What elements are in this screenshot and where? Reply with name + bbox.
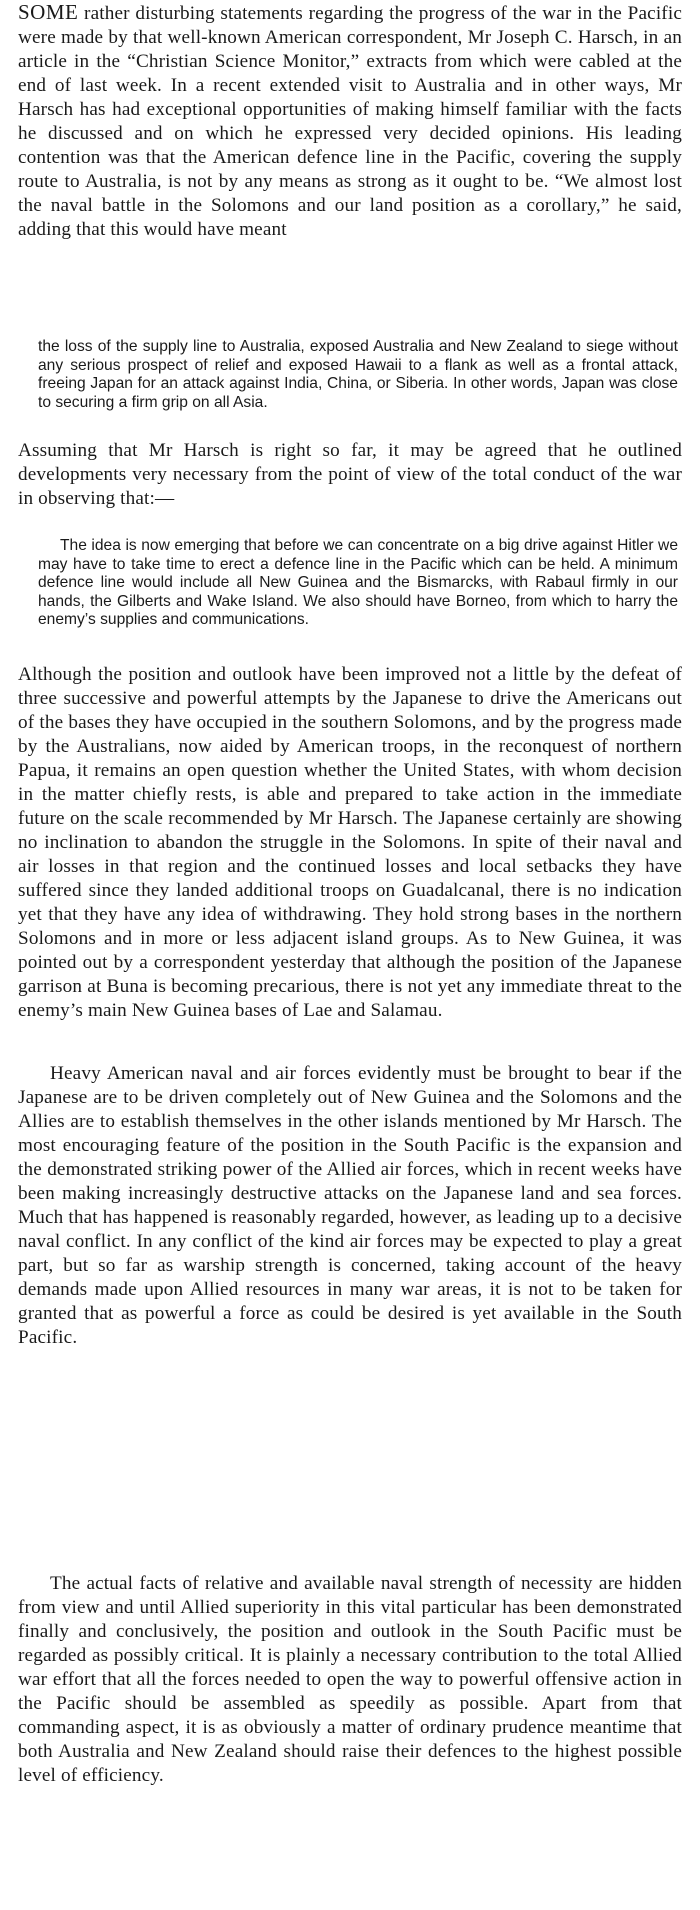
paragraph-3: Although the position and outlook have been improved not a little by the defeat of three successive and powerful attempts by the Japanese to drive the Americans out of the bases they have occupied in the southern Solomons, and by the progress made by the Australians, now aided by American troops, in the reconquest of northern Papua, it remains an open question whether the United States, with whom decision in the matter chiefly rests, is able and prepared to take action in the immediate future on the scale recommended by Mr Harsch. The Japanese certainly are showing no inclination to abandon the struggle in the Solomons. In spite of their naval and air losses in that region and the continued losses and local setbacks they have suffered since they landed additional troops on Guadalcanal, there is no indication yet that they have any idea of withdrawing. They hold strong bases in the northern Solomons and in more or less adjacent island groups. As to New Guinea, it was pointed out by a correspondent yesterday that although the position of the Japanese garrison at Buna is becoming precarious, there is not yet any immediate threat to the enemy’s main New Guinea bases of Lae and Salamau. [18, 664, 682, 1021]
paragraph-2: Assuming that Mr Harsch is right so far, it may be agreed that he outlined developments very necessary from the point of view of the total conduct of the war in observing that:— [18, 440, 682, 509]
paragraph-5: The actual facts of relative and available naval strength of necessity are hidden from view and until Allied superiority in this vital particular has been demonstrated finally and conclusively, the position and outlook in the South Pacific must be regarded as possibly critical. It is plainly a necessary contribution to the total Allied war effort that all the forces needed to open the way to powerful offensive action in the Pacific should be assembled as speedily as possible. Apart from that commanding aspect, it is as obviously a matter of ordinary prudence meantime that both Australia and New Zealand should raise their defences to the highest possible level of efficiency. [18, 1573, 682, 1786]
opening-word: SOME [18, 0, 79, 24]
paragraph-4: Heavy American naval and air forces evidently must be brought to bear if the Japanese are to be driven completely out of New Guinea and the Solomons and the Allies are to establish themselves in the other islands mentioned by Mr Harsch. The most encouraging feature of the position in the South Pacific is the expansion and the demonstrated striking power of the Allied air forces, which in recent weeks have been making increasingly destructive attacks on the Japanese land and sea forces. Much that has happened is reasonably regarded, however, as leading up to a decisive naval conflict. In any conflict of the kind air forces may be expected to play a great part, but so far as warship strength is concerned, taking account of the heavy demands made upon Allied resources in many war areas, it is not to be taken for granted that as powerful a force as could be desired is yet available in the South Pacific. [18, 1063, 682, 1348]
paragraph-1 [18, 0, 682, 336]
block-quote-2: The idea is now emerging that before we can concentrate on a big drive against Hitler we may have to take time to erect a defence line in the Pacific which can be held. A minimum defence line would include all New Guinea and the Bismarcks, with Rabaul firmly in our hands, the Gilberts and Wake Island. We also should have Borneo, from which to harry the enemy’s supplies and communications. [38, 537, 678, 628]
block-quote-1: the loss of the supply line to Australia, exposed Australia and New Zealand to siege without any serious prospect of relief and exposed Hawaii to a flank as well as a frontal attack, freeing Japan for an attack against India, China, or Siberia. In other words, Japan was close to securing a firm grip on all Asia. [38, 338, 678, 411]
paragraph-1-text: rather disturbing statements regarding the progress of the war in the Pacific were made by that well-known American correspondent, Mr Joseph C. Harsch, in an article in the “Christian Science Monitor,” extracts from which were cabled at the end of last week. In a recent extended visit to Australia and in other ways, Mr Harsch has had exceptional opportunities of making himself familiar with the facts he discussed and on which he expressed very decided opinions. His leading contention was that the American defence line in the Pacific, covering the supply route to Australia, is not by any means as strong as it ought to be. “We almost lost the naval battle in the Solomons and our land position as a corollary,” he said, adding that this would have meant [18, 3, 682, 240]
